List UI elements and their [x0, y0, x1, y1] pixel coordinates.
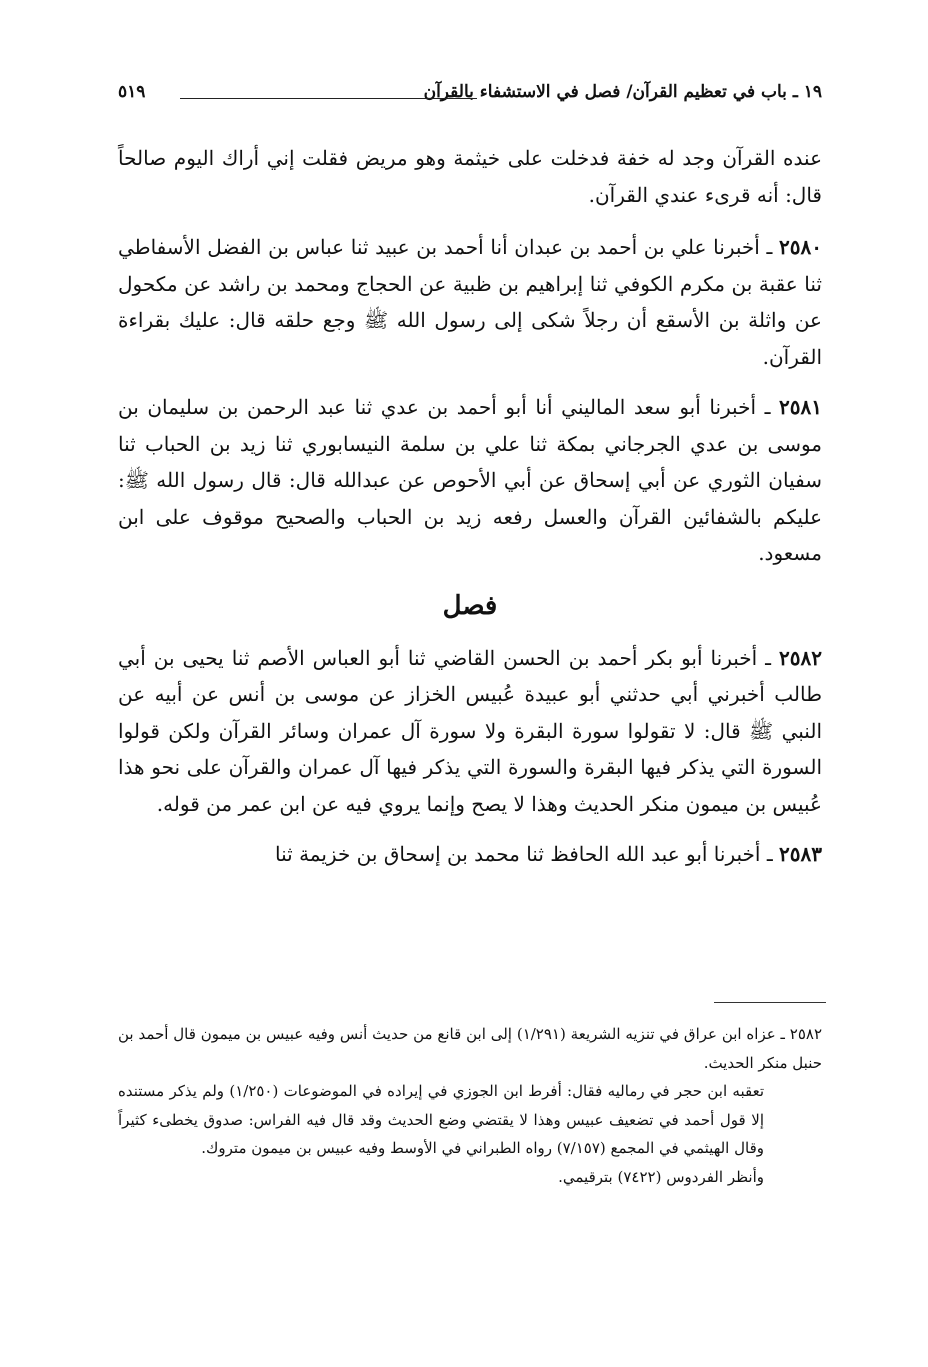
hadith-text: ـ أخبرنا أبو سعد الماليني أنا أبو أحمد بن عدي ثنا عبد الرحمن بن سليمان بن موسى بن عدي الجرجاني بمكة ثنا علي بن سلمة النيسابوري ثنا زيد بن الحباب ثنا سفيان الثوري عن أبي إسحاق عن أبي الأحوص عن عبدالله قال: قال رسول الله ﷺ: عليكم بالشفائين القرآن والعسل رفعه زيد بن الحباب والصحيح موقوف على ابن مسعود.	[118, 395, 822, 565]
hadith-text: ـ أخبرنا أبو عبد الله الحافظ ثنا محمد بن إسحاق بن خزيمة ثنا	[275, 842, 773, 866]
footnote-separator	[714, 1002, 826, 1003]
main-text	[118, 140, 822, 887]
hadith-number: ٢٥٨٠	[779, 235, 823, 259]
hadith-2580	[118, 229, 822, 375]
hadith-text: ـ أخبرنا علي بن أحمد بن عبدان أنا أحمد بن عبيد ثنا عباس بن الفضل الأسفاطي ثنا عقبة بن مكرم الكوفي ثنا إبراهيم بن ظبية عن الحجاج ومحمد بن راشد عن مكحول عن واثلة بن الأسقع أن رجلاً شكى إلى رسول الله ﷺ وجع حلقه قال: عليك بقراءة القرآن.	[118, 235, 822, 369]
hadith-number: ٢٥٨٢	[779, 645, 823, 670]
footnotes	[118, 1020, 822, 1191]
hadith-2582	[118, 640, 822, 823]
hadith-number: ٢٥٨١	[779, 395, 822, 419]
hadith-2581	[118, 389, 822, 572]
section-heading: فصل	[442, 590, 498, 621]
footnote-2582: ٢٥٨٢ ـ عزاه ابن عراق في تنزيه الشريعة (١/٢٩١) إلى ابن قانع من حديث أنس وفيه عبيس بن ميمون قال أحمد بن حنبل منكر الحديث.	[118, 1025, 823, 1072]
hadith-number: ٢٥٨٣	[779, 842, 822, 866]
footnote-2582-reference: وأنظر الفردوس (٧٤٢٢) بترقيمي.	[558, 1167, 764, 1186]
page-number: ٥١٩	[118, 82, 146, 102]
chapter-title: ١٩ ـ باب في تعظيم القرآن/ فصل في الاستشفاء بالقرآن	[423, 82, 822, 102]
hadith-text: ـ أخبرنا أبو بكر أحمد بن الحسن القاضي ثنا أبو العباس الأصم ثنا يحيى بن أبي طالب أخبرني أبي حدثني أبو عبيدة عُبيس الخزاز عن موسى بن أنس عن أبيه عن النبي ﷺ قال: لا تقولوا سورة البقرة ولا سورة آل عمران وسائر القرآن ولكن قولوا السورة التي يذكر فيها البقرة والسورة التي يذكر فيها آل عمران والقرآن على نحو هذا عُبيس بن ميمون منكر الحديث وهذا لا يصح وإنما يروي فيه عن ابن عمر من قوله.	[118, 645, 822, 816]
running-header	[118, 82, 822, 112]
header-rule	[180, 98, 477, 99]
paragraph-intro: عنده القرآن وجد له خفة فدخلت على خيثمة وهو مريض فقلت إني أراك اليوم صالحاً قال: أنه قرىء عندي القرآن.	[118, 146, 822, 207]
hadith-2583	[118, 836, 822, 873]
footnote-2582-commentary: تعقبه ابن حجر في رماليه فقال: أفرط ابن الجوزي في إيراده في الموضوعات (١/٢٥٠) ولم يذكر مستنده إلا قول أحمد في تضعيف عبيس وهذا لا يقتضي وضع الحديث وقد قال فيه الفراس: صدوق يخطىء كثيراً وقال الهيثمي في المجمع (٧/١٥٧) رواه الطبراني في الأوسط وفيه عبيس بن ميمون متروك.	[118, 1082, 764, 1157]
